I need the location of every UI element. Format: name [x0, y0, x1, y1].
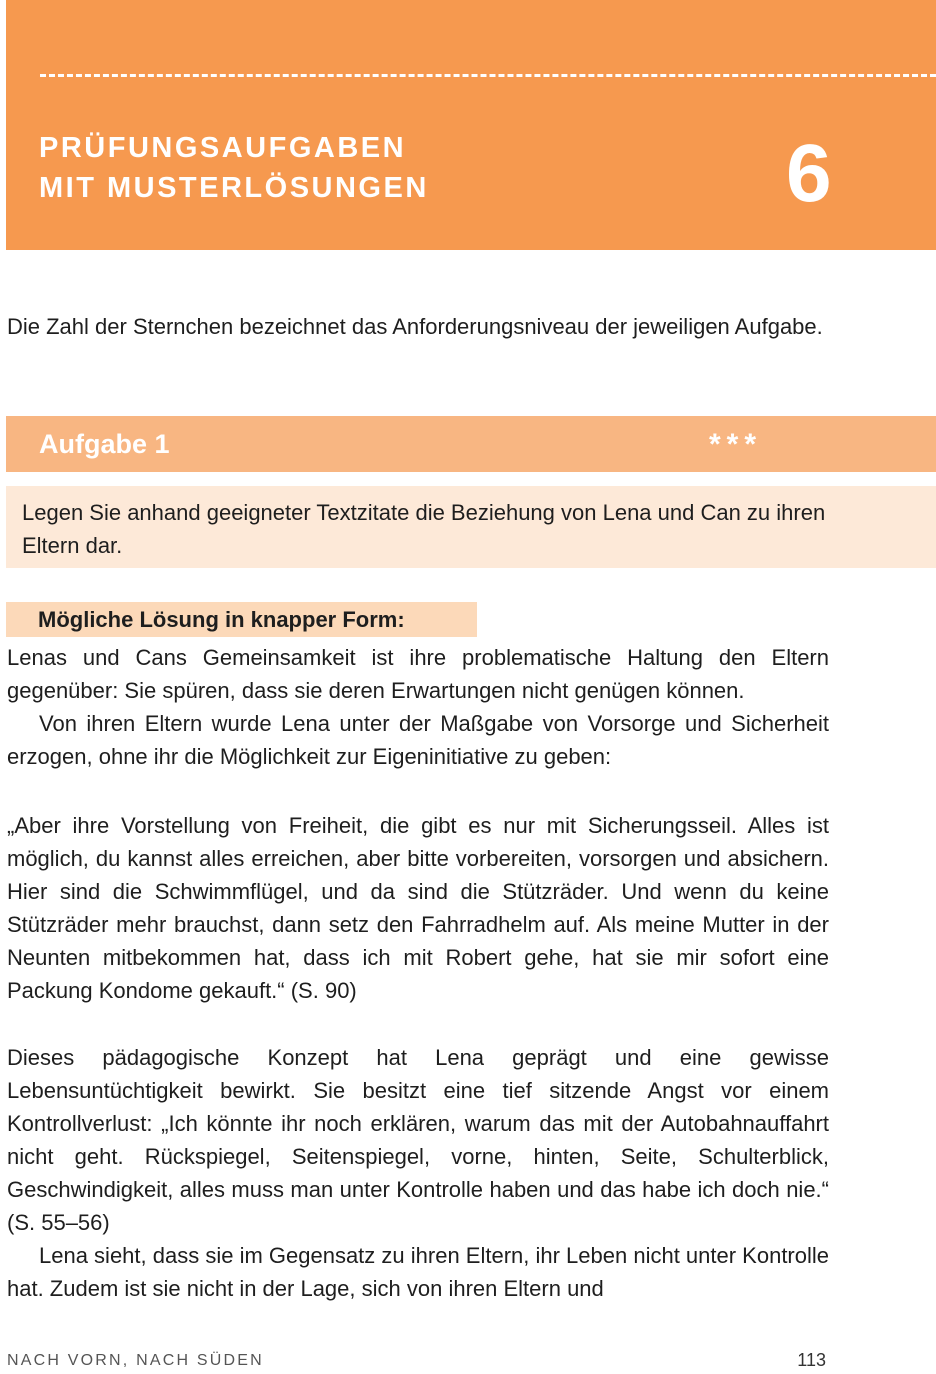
solution-paragraph-2: Von ihren Eltern wurde Lena unter der Maßgabe von Vorsorge und Sicherheit erzogen, ohne ihr die Möglichkeit zur Eigeninitiative zu geben:: [7, 711, 829, 769]
footer-page-number: 113: [797, 1350, 826, 1370]
chapter-title-line-2: MIT MUSTERLÖSUNGEN: [39, 172, 429, 204]
chapter-number: 6: [786, 128, 832, 219]
task-box: [6, 486, 936, 568]
solution-body: [7, 641, 829, 773]
analysis-body: [7, 1041, 829, 1305]
solution-label-box: [6, 602, 477, 637]
task-header-bar: [6, 416, 936, 472]
solution-paragraph-3: Dieses pädagogische Konzept hat Lena geprägt und eine gewisse Lebensuntüchtigkeit bewirkt. Sie besitzt eine tief sitzende Angst vor einem Kontrollverlust: „Ich könnte ihr noch erklären, warum das mit der Autobahnauffahrt nicht geht. Rückspiegel, Seitenspiegel, vorne, hinten, Seite, Schulterblick, Geschwindigkeit, alles muss man unter Kontrolle haben und das habe ich doch nie.“ (S. 55–56): [7, 1045, 829, 1235]
quote-text: „Aber ihre Vorstellung von Freiheit, die gibt es nur mit Sicherungsseil. Alles ist möglich, du kannst alles erreichen, aber bitte vorbereiten, vorsorgen und absichern. Hier sind die Schwimmflügel, und da sind die Stützräder. Und wenn du keine Stützräder mehr brauchst, dann setz den Fahrradhelm auf. Als meine Mutter in der Neunten mitbekommen hat, dass ich mit Robert gehe, hat sie mir sofort eine Packung Kondome gekauft.“ (S. 90): [7, 813, 829, 1003]
solution-paragraph-1: Lenas und Cans Gemeinsamkeit ist ihre problematische Haltung den Eltern gegenüber: Sie spüren, dass sie deren Erwartungen nicht genügen können.: [7, 645, 829, 703]
solution-label: Mögliche Lösung in knapper Form:: [38, 607, 405, 632]
task-text: Legen Sie anhand geeigneter Textzitate die Beziehung von Lena und Can zu ihren Eltern dar.: [22, 500, 826, 558]
quote-block: [7, 809, 829, 1007]
dashed-rule: [40, 74, 936, 77]
intro-paragraph: Die Zahl der Sternchen bezeichnet das Anforderungsniveau der jeweiligen Aufgabe.: [7, 314, 823, 339]
difficulty-stars: ***: [709, 428, 763, 461]
chapter-title: [39, 128, 429, 208]
task-label: Aufgabe 1: [39, 429, 170, 459]
chapter-title-line-1: PRÜFUNGSAUFGABEN: [39, 132, 407, 164]
solution-paragraph-4: Lena sieht, dass sie im Gegensatz zu ihren Eltern, ihr Leben nicht unter Kontrolle hat. Zudem ist sie nicht in der Lage, sich von ihren Eltern und: [7, 1243, 830, 1301]
chapter-header: [6, 0, 936, 250]
footer-book-title: NACH VORN, NACH SÜDEN: [7, 1352, 264, 1369]
